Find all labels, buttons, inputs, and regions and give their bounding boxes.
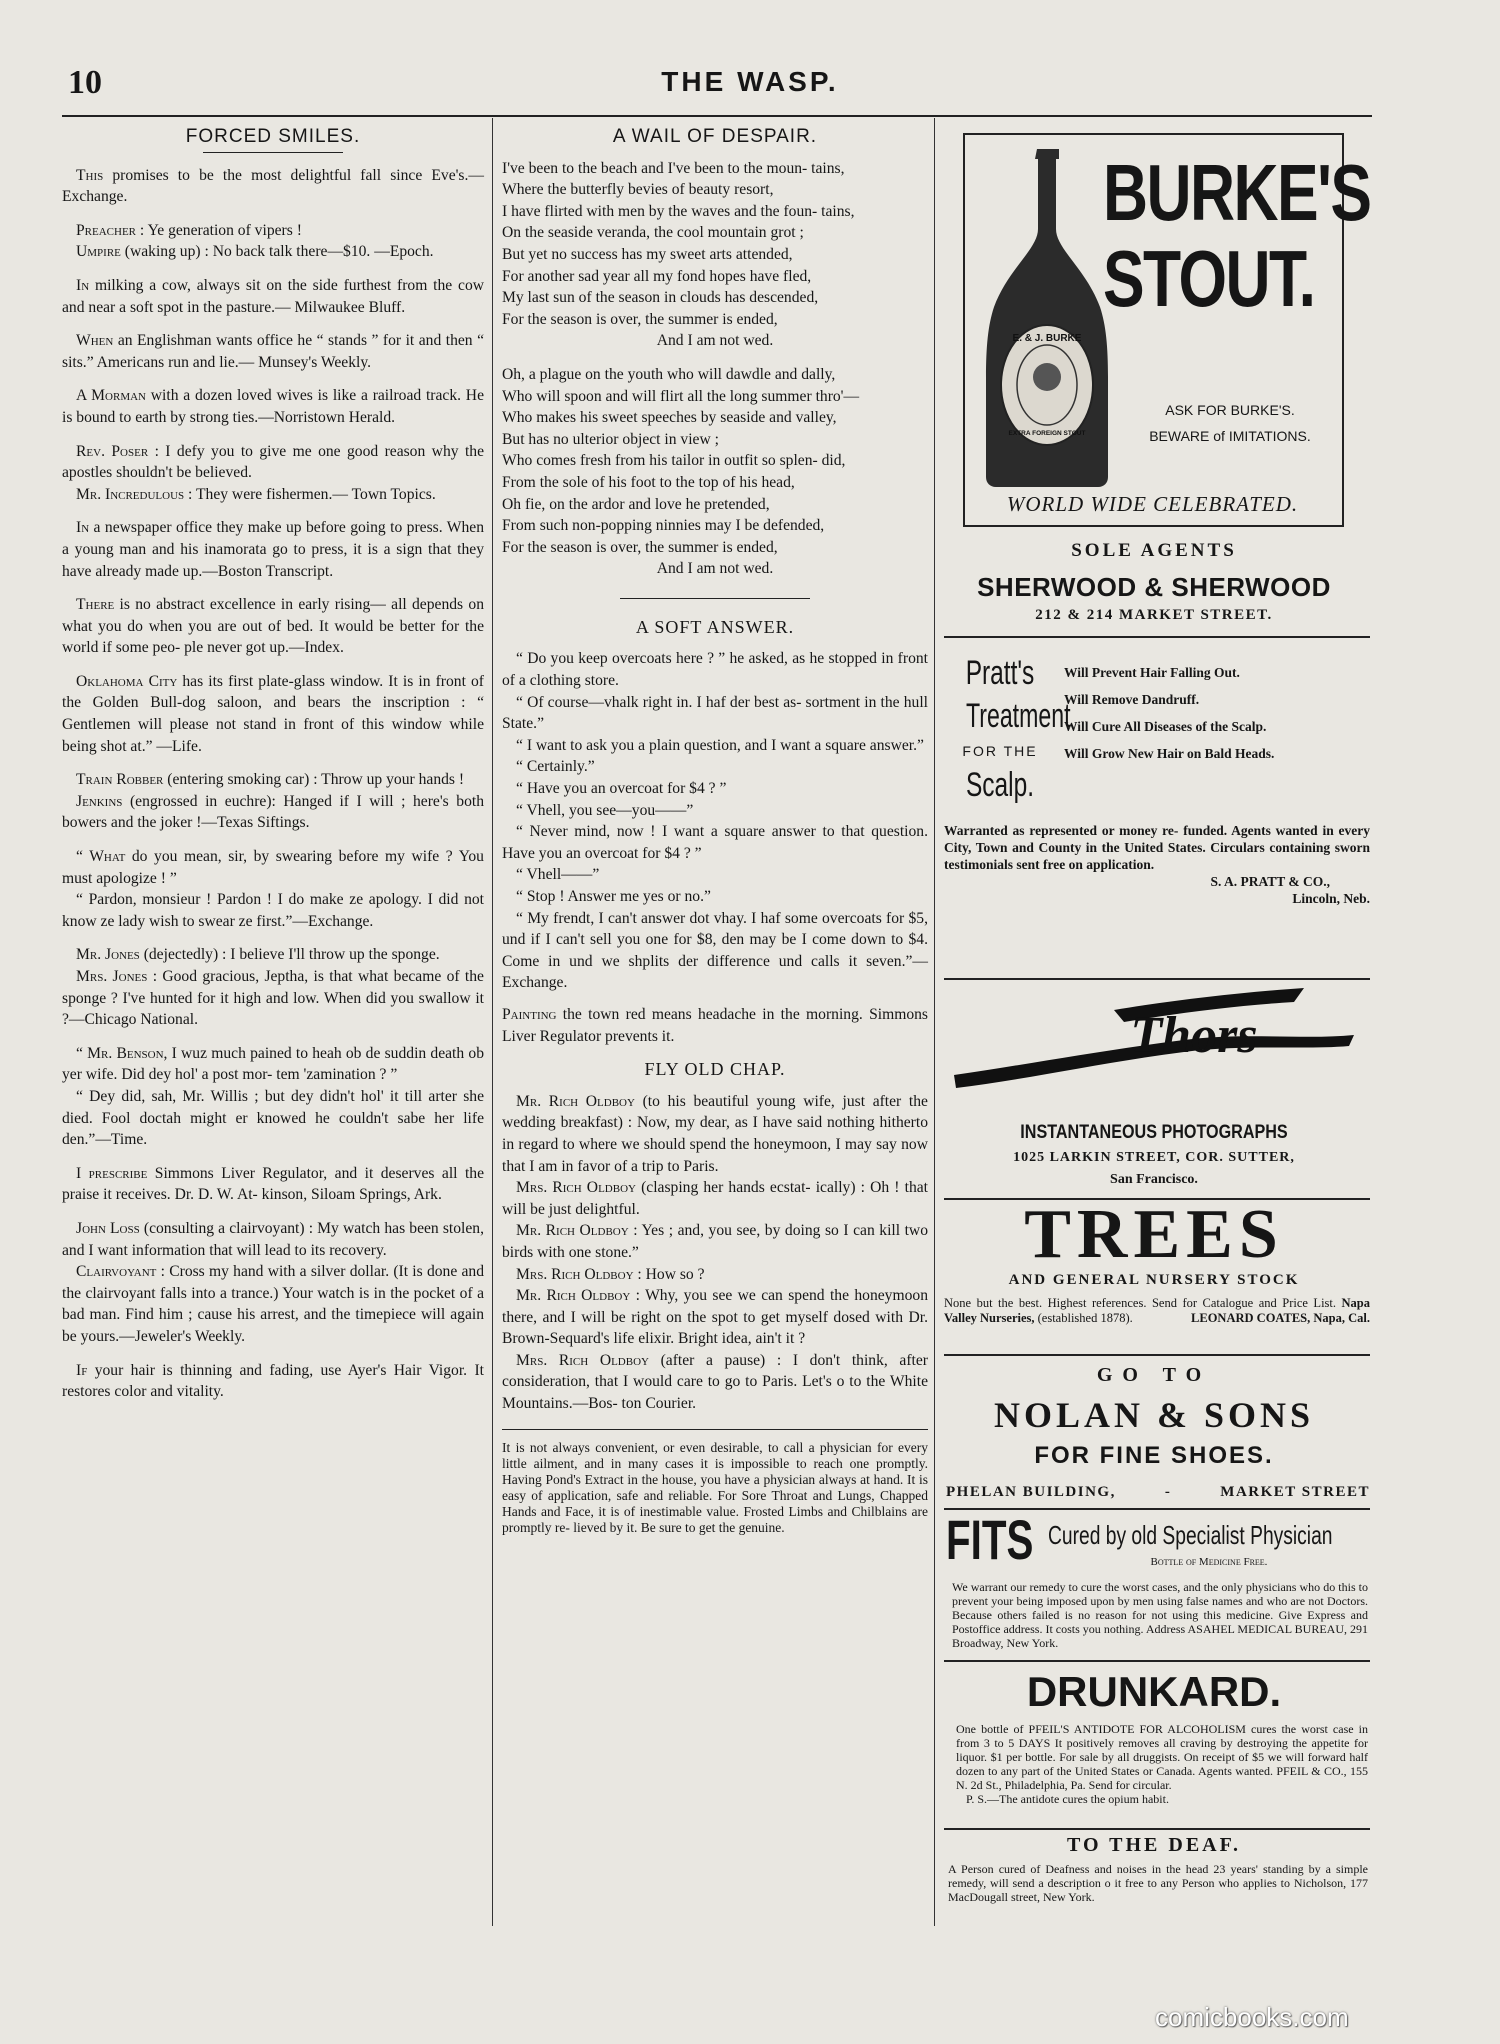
paragraph-lead: In bbox=[76, 519, 90, 537]
paragraph-lead: Oklahoma City bbox=[76, 672, 178, 690]
paragraph bbox=[62, 484, 484, 506]
paragraph bbox=[62, 441, 484, 484]
thors-city: San Francisco. bbox=[1110, 1172, 1198, 1187]
paragraph-lead: There bbox=[76, 596, 115, 614]
paragraph-lead: Train Robber bbox=[76, 771, 164, 789]
paragraph-lead: Preacher : bbox=[76, 221, 145, 239]
column-divider-2 bbox=[934, 118, 935, 1926]
pratts-line1: Pratt's bbox=[965, 654, 1035, 692]
paragraph-lead: This bbox=[76, 166, 104, 184]
dialogue-line bbox=[502, 1091, 928, 1177]
paragraph-lead: “ Mr. Benson, bbox=[76, 1044, 168, 1062]
paragraph-text: an Englishman wants office he “ stands ” for it and then “ sits.” Americans run and lie.— Munsey's Weekly. bbox=[62, 332, 484, 371]
poem-line: For the season is over, the summer is ended, bbox=[502, 538, 778, 556]
fits-title: FITS bbox=[946, 1508, 1034, 1571]
paragraph-text: How so ? bbox=[641, 1265, 705, 1283]
paragraph-lead: When bbox=[76, 332, 114, 350]
paragraph bbox=[62, 791, 484, 834]
paragraph bbox=[62, 966, 484, 1031]
fly-old-chap-body bbox=[502, 1091, 928, 1415]
ad-rule bbox=[944, 1660, 1370, 1662]
paragraph bbox=[62, 220, 484, 242]
pratts-treatment-title bbox=[950, 653, 1071, 807]
pratts-claim: Will Cure All Diseases of the Scalp. bbox=[1064, 719, 1267, 734]
deaf-body: A Person cured of Deafness and noises in the head 23 years' standing by a simple remedy, will send a description o it free to any Person who applies to Nicholson, 177 MacDougall street, New York. bbox=[948, 1862, 1368, 1904]
nolan-address bbox=[946, 1484, 1370, 1501]
paragraph-text: (clasping her hands ecstat- ically) : Oh ! that will be just delightful. bbox=[502, 1179, 928, 1218]
paragraph-lead: Mrs. Jones : bbox=[76, 968, 158, 985]
painting-text: the town red means headache in the morning. Simmons Liver Regulator prevents it. bbox=[502, 1005, 928, 1045]
paragraph-text: Yes ; and, you see, by doing so I can kill two birds with one stone.” bbox=[502, 1222, 928, 1261]
paragraph bbox=[62, 769, 484, 791]
paragraph-lead: I prescribe bbox=[76, 1164, 148, 1182]
bottle-label-top: E. & J. BURKE bbox=[1012, 333, 1082, 344]
pratts-claim: Will Remove Dandruff. bbox=[1064, 692, 1200, 707]
paragraph-lead: Rev. Poser : bbox=[76, 442, 159, 460]
paragraph-text: Good gracious, Jeptha, is that what became of the sponge ? I've hunted for it high and low. When did you swallow it ?—Chicago National. bbox=[62, 968, 484, 1029]
dialogue-line bbox=[502, 1350, 928, 1415]
heading-fly-old-chap: FLY OLD CHAP. bbox=[644, 1059, 786, 1080]
burkes-stout-title bbox=[1103, 148, 1371, 323]
paragraph-text: (engrossed in euchre): Hanged if I will ; here's both bowers and the joker !—Texas Siftings. bbox=[62, 792, 484, 832]
poem-line: I've been to the beach and I've been to the moun- tains, bbox=[502, 159, 845, 177]
burkes-beware-line: BEWARE of IMITATIONS. bbox=[1149, 428, 1311, 444]
paragraph-text: “ Dey did, sah, Mr. Willis ; but dey didn't hol' it till arter she died. Fool doctah might er knowed he couldn't sabe her life den.”—Time. bbox=[62, 1087, 484, 1149]
thors-line1: INSTANTANEOUS PHOTOGRAPHS bbox=[1020, 1122, 1288, 1143]
stout-bottle-icon bbox=[985, 145, 1110, 490]
paragraph bbox=[62, 1218, 484, 1261]
paragraph bbox=[62, 385, 484, 428]
forced-smiles-body bbox=[62, 165, 484, 1403]
dialogue-line bbox=[502, 1264, 928, 1286]
ad-rule bbox=[944, 1354, 1370, 1356]
paragraph-lead: Umpire bbox=[76, 243, 121, 261]
header-rule bbox=[62, 115, 1372, 117]
dialogue-line: “ My frendt, I can't answer dot vhay. I haf some overcoats for $5, und if I can't sell you one for $8, den may be I come down to $4. Come in und we shplits der difference und calls it seven.”— Exchange. bbox=[502, 909, 928, 992]
fits-cured: Cured by old Specialist Physician bbox=[1048, 1520, 1333, 1550]
poem-line: Who comes fresh from his tailor in outfit so splen- did, bbox=[502, 452, 846, 470]
dialogue-line: “ Have you an overcoat for $4 ? ” bbox=[516, 780, 727, 798]
paragraph-text: They were fishermen.— Town Topics. bbox=[192, 485, 436, 503]
nolan-building: PHELAN BUILDING, bbox=[946, 1484, 1116, 1500]
pratts-claims bbox=[1064, 664, 1370, 772]
poem-line: But yet no success has my sweet arts attended, bbox=[502, 245, 793, 263]
drunkard-title: DRUNKARD. bbox=[1026, 1668, 1282, 1715]
masthead-title: THE WASP. bbox=[661, 66, 839, 97]
poem-line: Oh fie, on the ardor and love he pretended, bbox=[502, 495, 770, 513]
paragraph-lead: Mr. Jones bbox=[76, 946, 140, 964]
paragraph-text: (to his beautiful young wife, just after the wedding breakfast) : Now, my dear, as I have said nothing hitherto in regard to where we should spend the honeymoon, I may say now that I am in favor of a trip to Paris. bbox=[502, 1092, 928, 1175]
paragraph-text: (entering smoking car) : Throw up your hands ! bbox=[163, 771, 465, 789]
sherwood-agents: SHERWOOD & SHERWOOD bbox=[977, 572, 1331, 602]
column-forced-smiles bbox=[62, 126, 484, 1415]
paragraph-text: is no abstract excellence in early rising— all depends on what you do when you are out of bed. It would be better for the world if some peo- ple never got up.—Index. bbox=[62, 596, 484, 657]
poem-refrain: And I am not wed. bbox=[656, 332, 774, 350]
nolan-shoes: FOR FINE SHOES. bbox=[1034, 1442, 1274, 1469]
paragraph-text: Ye generation of vipers ! bbox=[144, 221, 302, 239]
heading-soft-answer: A SOFT ANSWER. bbox=[635, 616, 795, 637]
poem-line: From the sole of his foot to the top of his head, bbox=[502, 473, 795, 491]
dialogue-line: “ Do you keep overcoats here ? ” he asked, as he stopped in front of a clothing store. bbox=[502, 650, 928, 690]
paragraph-text: has its first plate-glass window. It is in front of the Golden Bull-dog saloon, and bears the inscription : “ Gentlemen will please not stand in front of this window while being shot at.” —Life. bbox=[62, 672, 484, 755]
paragraph-lead: Mr. Rich Oldboy : bbox=[516, 1287, 641, 1305]
nolan-street: MARKET STREET bbox=[1220, 1484, 1370, 1500]
paragraph bbox=[62, 1163, 484, 1206]
dialogue-line: “ Vhell——” bbox=[516, 866, 600, 884]
nolan-dash: - bbox=[1164, 1484, 1172, 1500]
nolan-name: NOLAN & SONS bbox=[993, 1395, 1315, 1435]
poem-stanza-1 bbox=[502, 158, 928, 352]
paragraph-text: (after a pause) : I don't think, after consideration, that I would care to go to Paris. Let's o to the White Mountains.—Bos- ton Courier. bbox=[502, 1351, 928, 1413]
paragraph-lead: Mrs. Rich Oldboy bbox=[516, 1351, 649, 1369]
trees-established: (established 1878). bbox=[1037, 1311, 1133, 1325]
pratts-claim: Will Prevent Hair Falling Out. bbox=[1064, 665, 1240, 680]
paragraph-lead: Mrs. Rich Oldboy bbox=[516, 1179, 636, 1197]
paragraph-text: Why, you see we can spend the honeymoon there, and I will be right on the spot to get myself dosed with Dr. Brown-Sequard's life elixir. Bright idea, ain't it ? bbox=[502, 1287, 928, 1348]
paragraph bbox=[62, 944, 484, 966]
burkes-ask-line: ASK FOR BURKE'S. bbox=[1165, 402, 1295, 418]
dialogue-line: “ Stop ! Answer me yes or no.” bbox=[516, 888, 711, 905]
paragraph-text: “ Pardon, monsieur ! Pardon ! I do make ze apology. I did not know ze lady wish to swear ze first.”—Exchange. bbox=[62, 891, 484, 930]
poem-line: I have flirted with men by the waves and the foun- tains, bbox=[502, 202, 855, 220]
paragraph-lead: Mr. Incredulous : bbox=[76, 485, 193, 503]
page-number: 10 bbox=[68, 64, 102, 101]
dialogue-line: “ Never mind, now ! I want a square answer to that question. Have you an overcoat for $4 ? ” bbox=[502, 823, 928, 862]
column-divider-1 bbox=[492, 118, 493, 1926]
pratts-claim: Will Grow New Hair on Bald Heads. bbox=[1064, 746, 1275, 761]
heading-forced-smiles: FORCED SMILES. bbox=[185, 126, 361, 147]
dialogue-line bbox=[502, 1177, 928, 1220]
paragraph-text: your hair is thinning and fading, use Ayer's Hair Vigor. It restores color and vitality. bbox=[62, 1361, 484, 1401]
poem-line: Oh, a plague on the youth who will dawdle and dally, bbox=[502, 365, 836, 383]
paragraph bbox=[62, 165, 484, 208]
column-wail-of-despair bbox=[502, 126, 928, 1536]
section-separator bbox=[620, 598, 810, 599]
sherwood-address: 212 & 214 MARKET STREET. bbox=[1035, 607, 1273, 623]
fits-body: We warrant our remedy to cure the worst cases, and the only physicians who do this to prevent your being imposed upon by men using false names and who are not Doctors. Because others failed is no reason for not using this medicine. Give Express and Postoffice address. It costs you nothing. Address ASAHEL MEDICAL BUREAU, 291 Broadway, New York. bbox=[952, 1580, 1368, 1650]
thors-signature bbox=[944, 980, 1370, 1100]
paragraph-text: (dejectedly) : I believe I'll throw up the sponge. bbox=[139, 946, 440, 964]
burkes-title-line2: STOUT. bbox=[1103, 234, 1315, 323]
paragraph-text: milking a cow, always sit on the side furthest from the cow and near a soft spot in the pasture.— Milwaukee Bluff. bbox=[62, 276, 484, 316]
paragraph-text: promises to be the most delightful fall since Eve's.—Exchange. bbox=[62, 166, 484, 206]
paragraph-lead: In bbox=[76, 276, 90, 294]
poem-line: On the seaside veranda, the cool mountain grot ; bbox=[502, 224, 804, 242]
soft-answer-body bbox=[502, 648, 928, 994]
paragraph-text: I defy you to give me one good reason why the apostles shouldn't be believed. bbox=[62, 442, 484, 482]
paragraph-text: I wuz much pained to heah ob de suddin death ob yer wife. Did dey hol' a post mor- tem 'zamination ? ” bbox=[62, 1044, 484, 1084]
paragraph-lead: A Morman bbox=[76, 387, 147, 405]
trees-body bbox=[944, 1296, 1370, 1326]
dialogue-line: “ Certainly.” bbox=[516, 758, 595, 776]
pratts-line4: Scalp. bbox=[965, 766, 1035, 804]
pratts-firm: S. A. PRATT & CO., bbox=[1210, 874, 1330, 889]
paragraph bbox=[62, 1043, 484, 1086]
poem-line: My last sun of the season in clouds has descended, bbox=[502, 289, 819, 307]
poem-stanza-2 bbox=[502, 364, 928, 580]
paragraph bbox=[62, 1360, 484, 1403]
pratts-line3: FOR THE bbox=[962, 743, 1038, 759]
thors-address: 1025 LARKIN STREET, COR. SUTTER, bbox=[1013, 1150, 1295, 1165]
fits-bottle: Bottle of Medicine Free. bbox=[1150, 1556, 1268, 1568]
poem-line: Who makes his sweet speeches by seaside and valley, bbox=[502, 409, 837, 427]
section-separator-2 bbox=[502, 1429, 928, 1430]
heading-underline bbox=[203, 152, 343, 153]
paragraph-lead: John Loss bbox=[76, 1219, 140, 1237]
paragraph-text: (consulting a clairvoyant) : My watch has been stolen, and I want information that will lead to its recovery. bbox=[62, 1219, 484, 1259]
paragraph bbox=[62, 330, 484, 373]
trees-owner: LEONARD COATES, Napa, Cal. bbox=[1191, 1311, 1370, 1325]
sole-agents: SOLE AGENTS bbox=[1071, 540, 1237, 561]
paragraph-text: a newspaper office they make up before going to press. When a young man and his inamorata go to press, it is a sign that they have already made up.—Boston Transcript. bbox=[62, 519, 484, 580]
paragraph bbox=[62, 889, 484, 932]
painting-paragraph bbox=[502, 1004, 928, 1047]
paragraph bbox=[62, 241, 484, 263]
ad-rule bbox=[944, 636, 1370, 638]
drunkard-body bbox=[956, 1722, 1368, 1806]
dialogue-line: “ Vhell, you see—you——” bbox=[516, 801, 694, 819]
pratts-warranted bbox=[944, 822, 1370, 907]
paragraph-text: with a dozen loved wives is like a railroad track. He is bound to earth by strong ties.—Norristown Herald. bbox=[62, 387, 484, 426]
poem-line: For another sad year all my fond hopes have fled, bbox=[502, 267, 812, 285]
nolan-go-to: GO TO bbox=[1096, 1364, 1212, 1386]
heading-wail-of-despair: A WAIL OF DESPAIR. bbox=[612, 126, 818, 147]
dialogue-line: “ Of course—vhalk right in. I haf der best as- sortment in the hull State.” bbox=[502, 693, 928, 733]
paragraph-lead: Jenkins bbox=[76, 792, 123, 810]
paragraph-lead: If bbox=[76, 1361, 88, 1379]
paragraph bbox=[62, 275, 484, 318]
deaf-title: TO THE DEAF. bbox=[1066, 1834, 1242, 1856]
paragraph-text: do you mean, sir, by swearing before my wife ? You must apologize ! ” bbox=[62, 848, 484, 887]
drunkard-body-text: One bottle of PFEIL'S ANTIDOTE FOR ALCOHOLISM cures the worst case in from 3 to 5 DAYS It positively removes all craving by destroying the appetite for liquor. $1 per bottle. For sale by all druggists. On receipt of $5 we will forward half dozen to any part of the United States or Canada. Agents wanted. PFEIL & CO., 155 N. 2d St., Philadelphia, Pa. Send for circular. bbox=[956, 1722, 1368, 1792]
poem-wail bbox=[502, 158, 928, 580]
paragraph-text: (waking up) : No back talk there—$10. —Epoch. bbox=[120, 243, 434, 261]
burkes-world-wide: WORLD WIDE CELEBRATED. bbox=[1006, 492, 1299, 516]
trees-nursery-name: Napa Valley Nurseries, bbox=[944, 1296, 1371, 1325]
paragraph bbox=[62, 594, 484, 659]
poem-line: From such non-popping ninnies may I be defended, bbox=[502, 517, 825, 535]
paragraph-lead: “ What bbox=[76, 848, 126, 866]
trees-sub: AND GENERAL NURSERY STOCK bbox=[1008, 1272, 1300, 1288]
poem-line: For the season is over, the summer is ended, bbox=[502, 310, 778, 328]
burkes-ask bbox=[1130, 397, 1330, 449]
paragraph-lead: Mr. Rich Oldboy bbox=[516, 1092, 635, 1110]
paragraph-text: Cross my hand with a silver dollar. (It is done and the clairvoyant falls into a trance.) Your watch is in the pocket of a bad man. Find him ; cause his arrest, and the timepiece will again be yours.—Jeweler's Weekly. bbox=[62, 1263, 485, 1345]
paragraph bbox=[62, 1086, 484, 1151]
dialogue-line bbox=[502, 1220, 928, 1263]
bottle-label-bottom: EXTRA FOREIGN STOUT bbox=[1008, 430, 1086, 437]
poem-line: But has no ulterior object in view ; bbox=[502, 430, 719, 448]
paragraph bbox=[62, 671, 484, 757]
watermark: comicbooks.com bbox=[1155, 2002, 1349, 2032]
paragraph bbox=[62, 517, 484, 582]
paragraph-text: Simmons Liver Regulator, and it deserves all the praise it receives. Dr. D. W. At- kinson, Siloam Springs, Ark. bbox=[62, 1164, 484, 1204]
paragraph-lead: Mrs. Rich Oldboy : bbox=[516, 1265, 642, 1283]
paragraph-lead: Clairvoyant : bbox=[76, 1263, 165, 1281]
poem-refrain: And I am not wed. bbox=[656, 560, 774, 578]
dialogue-line bbox=[502, 1285, 928, 1350]
pratts-line2: Treatment bbox=[966, 697, 1071, 735]
ponds-extract-notice: It is not always convenient, or even desirable, to call a physician for every little ailment, and in many cases it is impossible to reach one promptly. Having Pond's Extract in the house, you have a physician always at hand. It is easy of application, safe and reliable. For Sore Throat and Lungs, Chapped Hands and Face, it is of inestimable value. Frosted Limbs and Chilblains are promptly re- lieved by it. Be sure to get the genuine. bbox=[502, 1439, 928, 1535]
poem-line: Who will spoon and will flirt all the long summer thro'— bbox=[502, 387, 860, 405]
pratts-warranted-text: Warranted as represented or money re- funded. Agents wanted in every City, Town and County in the United States. Circulars containing sworn testimonials sent free on application. bbox=[944, 823, 1370, 872]
burkes-title-line1: BURKE'S bbox=[1103, 148, 1371, 237]
dialogue-line: “ I want to ask you a plain question, and I want a square answer.” bbox=[516, 736, 924, 754]
painting-lead: Painting bbox=[502, 1005, 557, 1023]
paragraph bbox=[62, 846, 484, 889]
drunkard-ps: P. S.—The antidote cures the opium habit. bbox=[966, 1792, 1169, 1806]
poem-line: Where the butterfly bevies of beauty resort, bbox=[502, 181, 774, 199]
trees-title: TREES bbox=[1024, 1196, 1284, 1273]
thors-signature-text: Thors bbox=[1130, 1007, 1258, 1064]
paragraph-lead: Mr. Rich Oldboy : bbox=[516, 1222, 638, 1240]
paragraph bbox=[62, 1261, 484, 1347]
pratts-city: Lincoln, Neb. bbox=[1292, 891, 1370, 906]
trees-body-text: None but the best. Highest references. Send for Catalogue and Price List. bbox=[944, 1296, 1337, 1310]
ad-rule bbox=[944, 1828, 1370, 1830]
